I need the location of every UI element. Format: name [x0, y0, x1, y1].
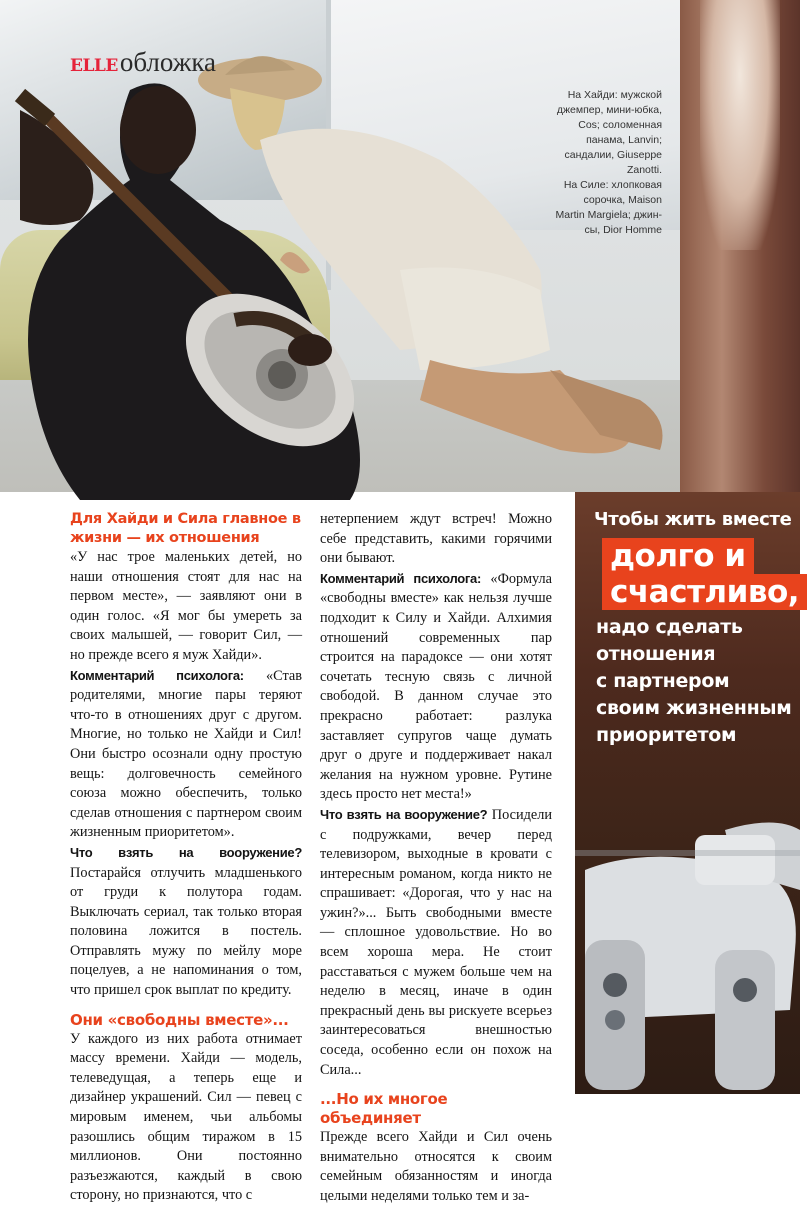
section-title: обложка [119, 47, 217, 77]
credit-line: панама, Lanvin; [586, 134, 662, 146]
credit-line: сорочка, Maison [583, 194, 662, 206]
paragraph-text: Постарайся отлучить младшенького от груди к полутора годам. Выключать сериал, так только вторая половина ложится в постель. Отправлять мужу по мейлу море поцелуев, а не напоминания о том, что пришел срок выплат по кредиту. [70, 864, 302, 999]
pull-quote-line: с партнером [596, 670, 730, 692]
credit-line: Martin Margiela; джин- [555, 209, 662, 221]
paragraph: «У нас трое маленьких детей, но наши отношения стоят для нас на первом месте», — заявляют они в один голос. «Я мог бы умереть за своих малышей, — говорит Сил, — но прежде всего я муж Хайди». [70, 549, 302, 663]
paragraph-text: «Формула «свободны вместе» как нельзя лучше подходит к Силу и Хайди. Алхимия отношений современных пар строится на парадоксе — они хотят сочетать тесную связь с личной свободой. В данном случае это прекрасно работает: разлука заставляет супругов чаще думать друг о друге и поддерживает накал желания на нужном уровне. Рутине здесь просто нет места!» [320, 570, 552, 803]
subheading: ...Но их многое объединяет [320, 1090, 448, 1128]
photo-credits [522, 88, 662, 238]
paragraph: Прежде всего Хайди и Сил очень внимательно относятся к своим семейным обязанностям и иногда целыми неделями только тем и за- [320, 1129, 552, 1204]
paragraph-text: Посидели с подружками, вечер перед телевизором, выходные в кровати с интересным романом, когда никто не спрашивает: «Дорогая, что у нас на ужин?»... Быть свободными вместе — сплошное удовольствие. Но во всем хороша мера. Не стоит расставаться с мужем больше чем на неделю в месяц, иначе в один прекрасный день вы рискуете всерьез заинтересоваться внешностью соседа, особенно если он похож на Сила... [320, 806, 552, 1078]
lead-in: Что взять на вооружение? [70, 844, 302, 860]
right-photo-strip [680, 0, 800, 492]
credit-line: сы, Dior Homme [584, 224, 662, 236]
pull-quote-line: отношения [596, 643, 716, 665]
credit-line: На Силе: хлопковая [563, 179, 662, 191]
light-highlight [700, 0, 780, 250]
paragraph [70, 843, 302, 1001]
text-column-left [70, 510, 302, 1206]
pull-quote-line: своим жизненным [596, 697, 792, 719]
pull-quote [580, 508, 800, 749]
elle-logo: ELLE [70, 56, 118, 76]
subheading: Они «свободны вместе»... [70, 1010, 289, 1029]
credit-line: Zanotti. [626, 164, 662, 176]
pull-quote-highlight: счастливо, [602, 574, 807, 610]
paragraph: нетерпением ждут встреч! Можно себе представить, какими горячими они бывают. [320, 511, 552, 567]
lead-in: Что взять на вооружение? [320, 806, 488, 822]
pull-quote-highlight: долго и [602, 538, 754, 574]
credit-line: сандалии, Giuseppe [564, 149, 662, 161]
text-column-middle [320, 510, 552, 1207]
paragraph [70, 666, 302, 843]
lead-in: Комментарий психолога: [70, 667, 244, 683]
subheading: Для Хайди и Сила главное в жизни — их отношения [70, 511, 301, 546]
section-tag [70, 47, 216, 78]
pull-quote-line: приоритетом [596, 724, 737, 746]
paragraph: У каждого из них работа отнимает массу времени. Хайди — модель, телеведущая, а теперь еще и дизайнер украшений. Сил — певец с мировым именем, чьи альбомы разошлись общим тиражом в 15 миллионов. Они постоянно разъезжаются, каждый в свою сторону, но признаются, что с [70, 1030, 302, 1204]
credit-line: джемпер, мини-юбка, [556, 104, 662, 116]
credit-line: Cos; соломенная [578, 119, 662, 131]
paragraph [320, 569, 552, 805]
pull-quote-line: надо сделать [596, 616, 743, 638]
credit-line: На Хайди: мужской [567, 89, 662, 101]
paragraph-text: «Став родителями, многие пары теряют что-то в отношениях друг с другом. Многие, но только не Хайди и Сил! Они быстро осознали одну простую вещь: долговечность семейного союза можно обеспечить, только сделав отношения с партнером своим жизненным приоритетом». [70, 667, 302, 841]
lead-in: Комментарий психолога: [320, 570, 481, 586]
paragraph [320, 805, 552, 1080]
robot-dog-image [575, 810, 800, 1094]
pull-quote-line: Чтобы жить вместе [594, 509, 792, 530]
cover-photo [0, 0, 680, 492]
